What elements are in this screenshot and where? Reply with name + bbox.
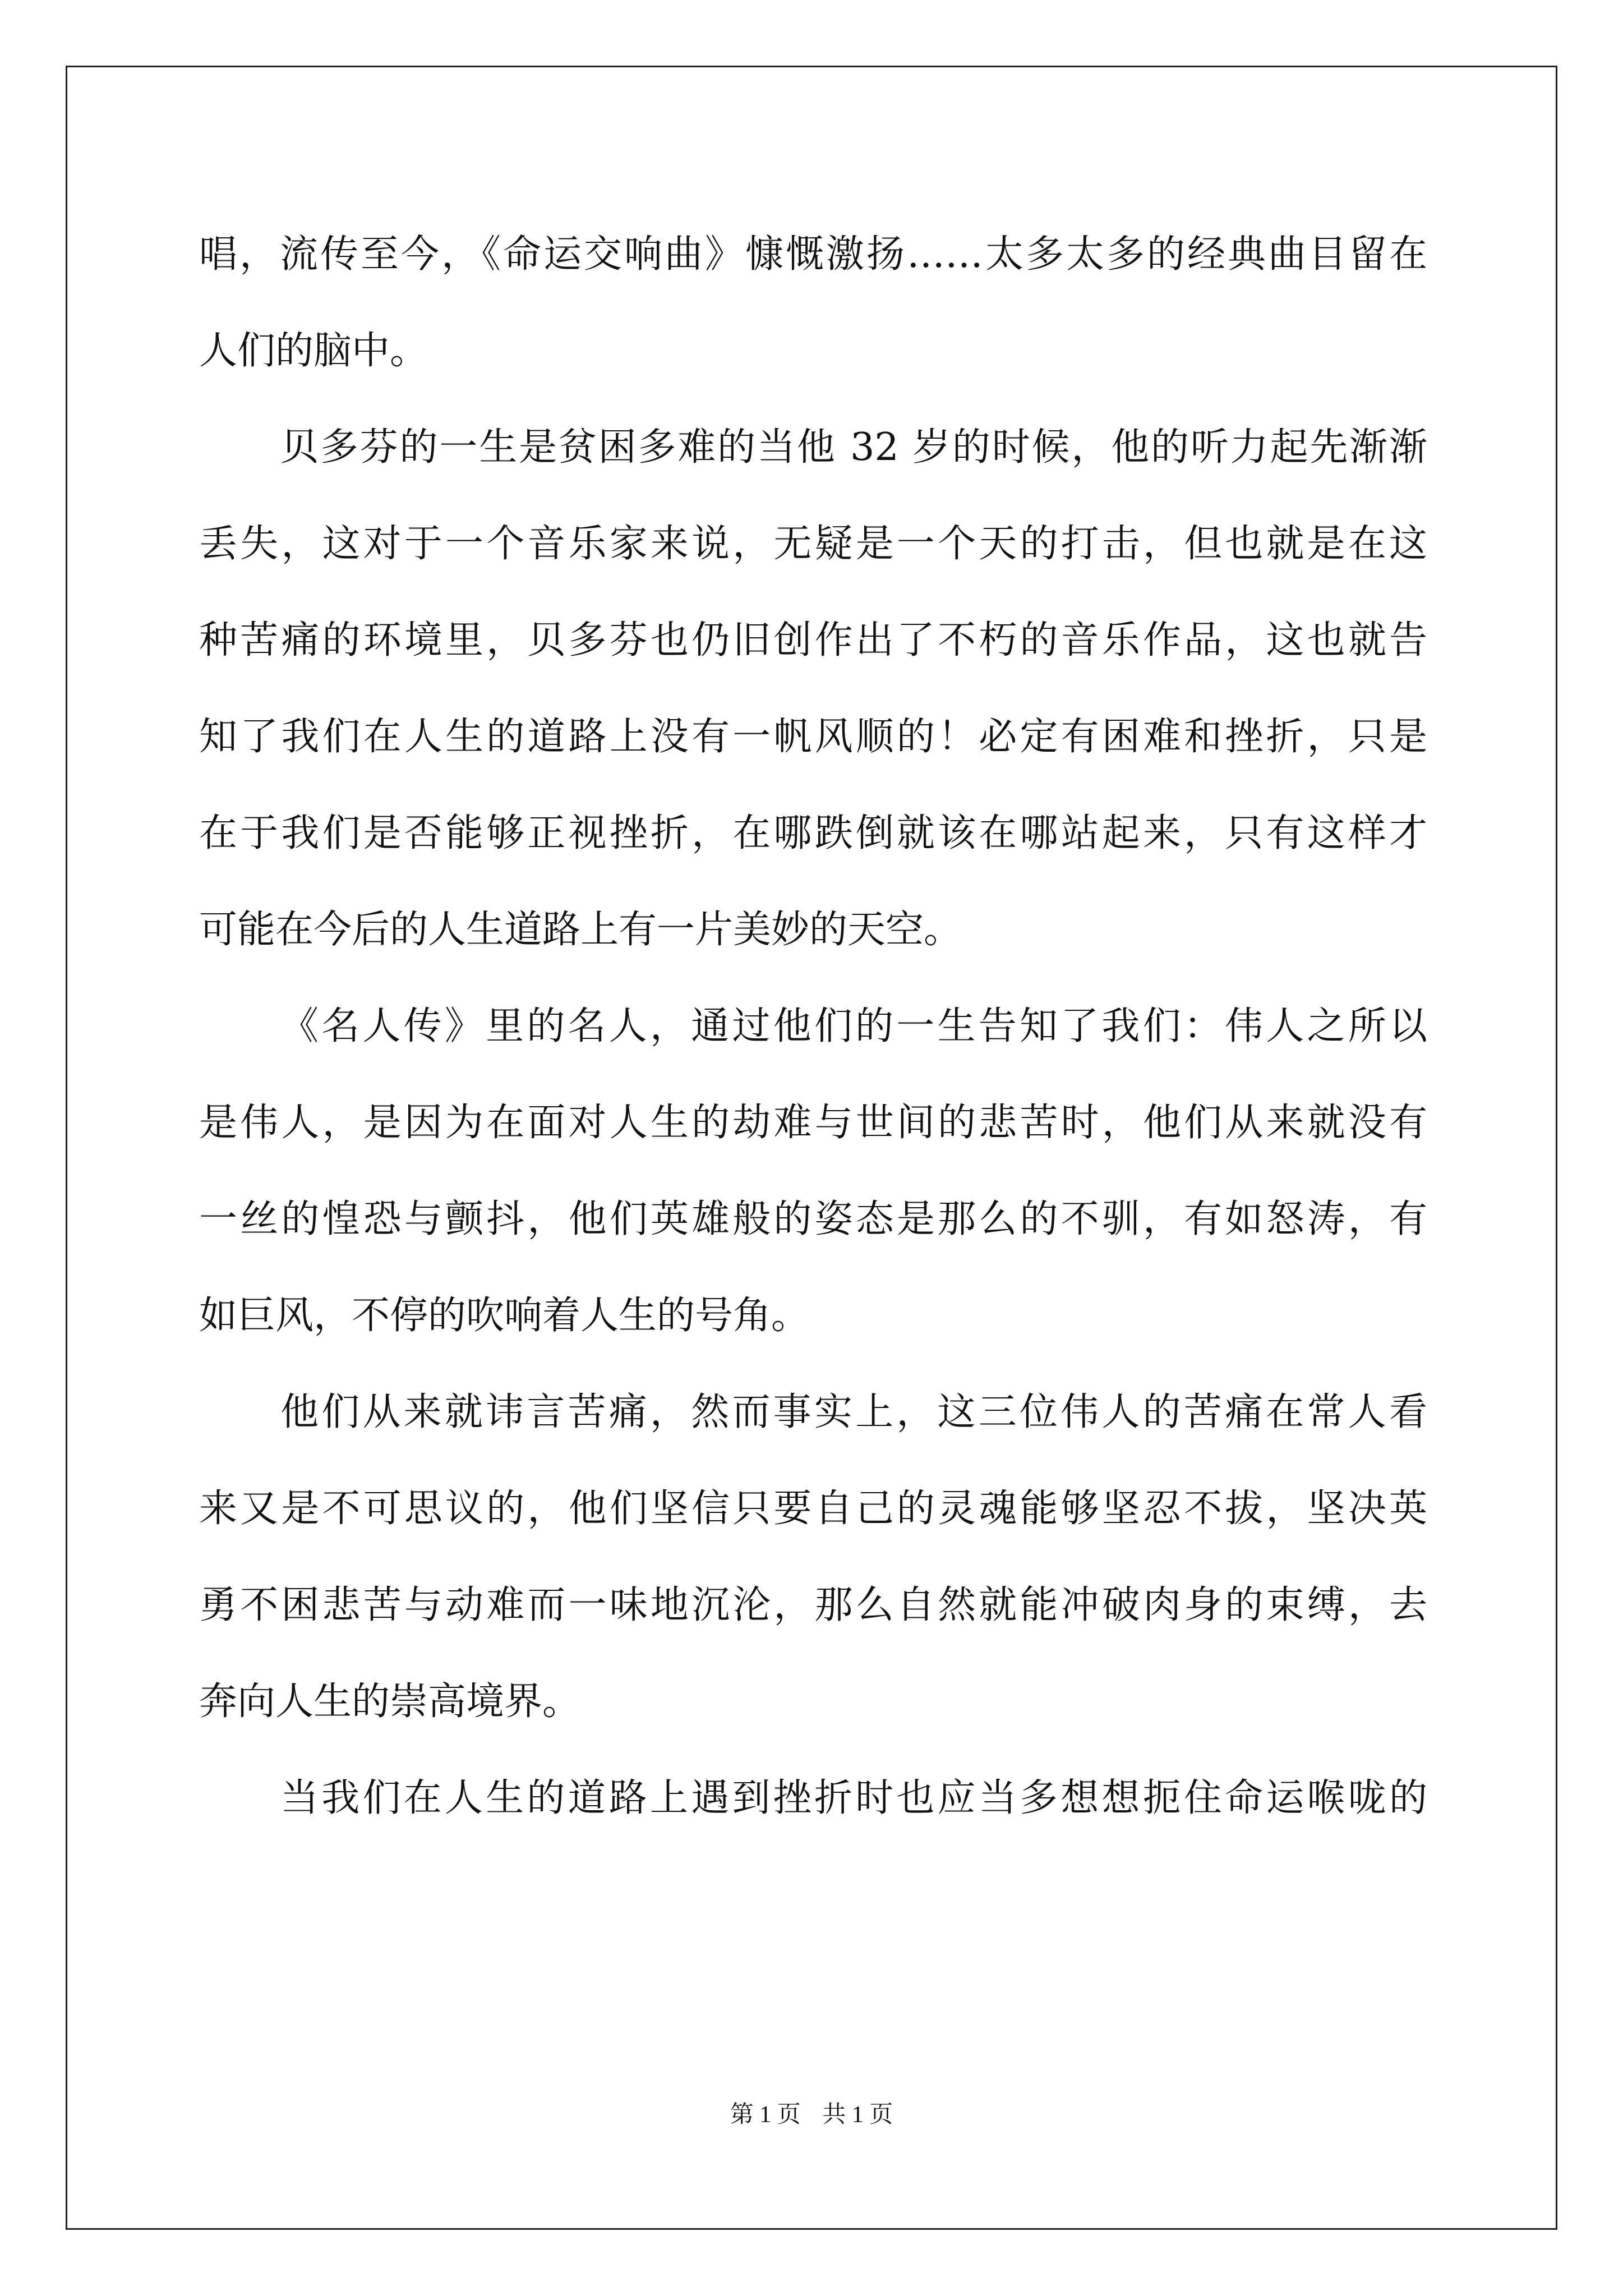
text-line: 种苦痛的环境里，贝多芬也仍旧创作出了不朽的音乐作品，这也就告 (199, 618, 1427, 662)
document-body (199, 206, 1427, 1847)
text-line: 奔向人生的崇高境界。 (199, 1680, 581, 1724)
text-line: 他们从来就讳言苦痛，然而事实上，这三位伟人的苦痛在常人看 (280, 1390, 1427, 1434)
text-line: 如巨风，不停的吹响着人生的号角。 (199, 1294, 810, 1338)
text-line: 人们的脑中。 (199, 329, 428, 373)
text-line: 可能在今后的人生道路上有一片美妙的天空。 (199, 908, 962, 952)
text-line: 在于我们是否能够正视挫折，在哪跌倒就该在哪站起来，只有这样才 (199, 811, 1427, 855)
text-line: 丢失，这对于一个音乐家来说，无疑是一个天的打击，但也就是在这 (199, 522, 1427, 566)
page-number-total: 共 1 页 (822, 2102, 893, 2128)
text-line: 勇不困悲苦与动难而一味地沉沦，那么自然就能冲破肉身的束缚，去 (199, 1583, 1427, 1627)
text-line: 是伟人，是因为在面对人生的劫难与世间的悲苦时，他们从来就没有 (199, 1101, 1427, 1145)
text-line: 来又是不可思议的，他们坚信只要自己的灵魂能够坚忍不拔，坚决英 (199, 1487, 1427, 1531)
text-line: 知了我们在人生的道路上没有一帆风顺的！必定有困难和挫折，只是 (199, 715, 1427, 759)
page-footer (0, 2098, 1623, 2132)
text-line: 当我们在人生的道路上遇到挫折时也应当多想想扼住命运喉咙的 (280, 1776, 1427, 1820)
page-number-current: 第 1 页 (730, 2102, 801, 2128)
text-line: 一丝的惶恐与颤抖，他们英雄般的姿态是那么的不驯，有如怒涛，有 (199, 1197, 1427, 1241)
text-line: 唱，流传至今，《命运交响曲》慷慨激扬……太多太多的经典曲目留在 (199, 232, 1427, 277)
text-line: 贝多芬的一生是贫困多难的当他 32 岁的时候，他的听力起先渐渐 (280, 425, 1427, 470)
text-line: 《名人传》里的名人，通过他们的一生告知了我们：伟人之所以 (280, 1004, 1427, 1048)
